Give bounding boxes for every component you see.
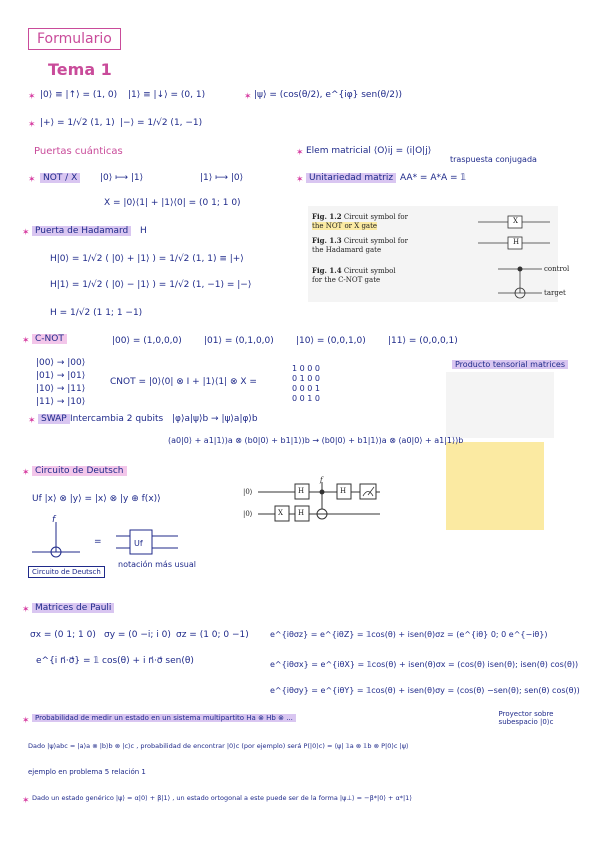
fig14-caption-2: for the C-NOT gate (312, 276, 381, 284)
bullet-icon: ✶ (22, 336, 30, 346)
not-map-1: |0⟩ ⟼ |1⟩ (100, 173, 144, 183)
bullet-icon: ✶ (28, 92, 36, 102)
bullet-icon: ✶ (28, 120, 36, 130)
def-one: |1⟩ ≡ |↓⟩ = (0, 1) (128, 90, 206, 100)
fig12-caption-2: the NOT or X gate (312, 222, 378, 230)
unitarity-eq: AA* = A*A = 𝟙 (400, 173, 467, 183)
prob-ejemplo: ejemplo en problema 5 relación 1 (28, 768, 146, 776)
bullet-icon: ✶ (296, 148, 304, 158)
deutsch-f-label: f (320, 476, 323, 484)
pauli-label: Matrices de Pauli (32, 603, 114, 613)
fig13-caption-2: the Hadamard gate (312, 246, 382, 254)
prob-note: Proyector sobre subespacio |0⟩c (498, 710, 554, 726)
swap-label: SWAP (38, 414, 70, 424)
gate-h-letter: H (513, 238, 520, 246)
hadamard-matrix: H = 1/√2 (1 1; 1 −1) (50, 308, 143, 318)
deutsch-input-0: |0⟩ (243, 488, 253, 496)
page-title: Formulario (28, 28, 121, 50)
hadamard-label: Puerta de Hadamard (32, 226, 131, 236)
cnot-matrix: 1 0 0 0 0 1 0 0 0 0 0 1 0 0 1 0 (292, 364, 320, 403)
pauli-exp-x: e^{iθσx} = e^{iθX} = 𝟙cos(θ) + isen(θ)σx = (cos(θ) isen(θ); isen(θ) cos(θ)) (270, 660, 579, 669)
def-zero: |0⟩ ≡ |↑⟩ = (1, 0) (40, 90, 118, 100)
pauli-exp-z: e^{iθσz} = e^{iθZ} = 𝟙cos(θ) + isen(θ)σz = (e^{iθ} 0; 0 e^{−iθ}) (270, 630, 548, 639)
hadamard-h1: H|1⟩ = 1/√2 ( |0⟩ − |1⟩ ) = 1/√2 (1, −1) = |−⟩ (50, 280, 252, 290)
not-map-2: |1⟩ ⟼ |0⟩ (200, 173, 244, 183)
deutsch-gate-h1: H (298, 487, 305, 495)
puertas-heading: Puertas cuánticas (34, 146, 123, 157)
hadamard-symbol: H (140, 226, 147, 236)
pauli-sz: σz = (1 0; 0 −1) (176, 630, 249, 640)
elem-matricial: Elem matricial ⟨O⟩ij = ⟨i|O|j⟩ (306, 146, 432, 156)
swap-eq-1: |φ⟩a|ψ⟩b → |ψ⟩a|φ⟩b (172, 414, 258, 424)
deutsch-gate-h3: H (298, 509, 305, 517)
tensor-vector-image (446, 442, 544, 530)
cnot-map-2: |01⟩ → |01⟩ (36, 371, 86, 381)
deutsch-caption: Circuito de Deutsch (28, 566, 105, 578)
unitarity-label: Unitariedad matriz (306, 173, 396, 183)
pauli-exp-y: e^{iθσy} = e^{iθY} = 𝟙cos(θ) + isen(θ)σy = (cos(θ) −sen(θ); sen(θ) cos(θ)) (270, 686, 580, 695)
bullet-icon: ✶ (22, 796, 30, 806)
prob-label: Probabilidad de medir un estado en un sistema multipartito Ha ⊗ Hb ⊗ ... (32, 714, 296, 722)
def-plus: |+⟩ = 1/√2 (1, 1) (40, 118, 115, 128)
deutsch-notation: notación más usual (118, 560, 196, 569)
bullet-icon: ✶ (22, 468, 30, 478)
uf-f-label: f (52, 515, 56, 525)
cnot-basis-10: |10⟩ = (0,0,1,0) (296, 336, 366, 346)
x-definition: X = |0⟩⟨1| + |1⟩⟨0| = (0 1; 1 0) (104, 198, 241, 208)
deutsch-eq: Uf |x⟩ ⊗ |y⟩ = |x⟩ ⊗ |y ⊕ f(x)⟩ (32, 494, 161, 504)
prob-generico: Dado un estado genérico |ψ⟩ = α|0⟩ + β|1⟩ , un estado ortogonal a este puede ser de la forma |ψ⊥⟩ = −β*|0⟩ + α*|1⟩ (32, 794, 412, 802)
tensor-matrix-image (446, 372, 554, 438)
fig14-caption: Fig. 1.4 Circuit symbol (312, 266, 396, 275)
cnot-map-4: |11⟩ → |10⟩ (36, 397, 86, 407)
not-label: NOT / X (40, 173, 80, 183)
gate-x-letter: X (513, 217, 518, 225)
swap-text: Intercambia 2 qubits (70, 414, 164, 424)
def-psi: |ψ⟩ = (cos(θ/2), e^{iφ} sen(θ/2)) (254, 90, 402, 100)
deutsch-gate-x: X (278, 509, 283, 517)
cnot-basis-11: |11⟩ = (0,0,0,1) (388, 336, 458, 346)
deutsch-gate-h2: H (340, 487, 347, 495)
bullet-icon: ✶ (28, 175, 36, 185)
bullet-icon: ✶ (296, 175, 304, 185)
deutsch-input-1: |0⟩ (243, 510, 253, 518)
cnot-basis-00: |00⟩ = (1,0,0,0) (112, 336, 182, 346)
pauli-exp-n: e^{i n⃗·σ⃗} = 𝟙 cos(θ) + i n⃗·σ⃗ sen(θ) (36, 656, 194, 666)
fig13-caption: Fig. 1.3 Circuit symbol for (312, 236, 408, 245)
bullet-icon: ✶ (244, 92, 252, 102)
hadamard-h0: H|0⟩ = 1/√2 ( |0⟩ + |1⟩ ) = 1/√2 (1, 1) ≡ |+⟩ (50, 254, 244, 264)
deutsch-circuit (240, 474, 390, 526)
tensor-label: Producto tensorial matrices (452, 360, 568, 369)
pauli-sy: σy = (0 −i; i 0) (104, 630, 171, 640)
bullet-icon: ✶ (22, 716, 30, 726)
cnot-definition: CNOT = |0⟩⟨0| ⊗ I + |1⟩⟨1| ⊗ X = (110, 377, 257, 387)
prob-dado: Dado |ψ⟩abc = |a⟩a ⊗ |b⟩b ⊗ |c⟩c , probabilidad de encontrar |0⟩c (por ejemplo) será P(|0⟩c) = ⟨ψ| 𝟙a ⊗ 𝟙b ⊗ P|0⟩c |ψ⟩ (28, 742, 409, 750)
section-tema: Tema 1 (48, 60, 112, 79)
fig12-caption: Fig. 1.2 Circuit symbol for (312, 212, 408, 221)
deutsch-label: Circuito de Deutsch (32, 466, 127, 476)
cnot-map-3: |10⟩ → |11⟩ (36, 384, 86, 394)
cnot-basis-01: |01⟩ = (0,1,0,0) (204, 336, 274, 346)
pauli-sx: σx = (0 1; 1 0) (30, 630, 96, 640)
cnot-label: C-NOT (32, 334, 67, 344)
bullet-icon: ✶ (28, 416, 36, 426)
swap-eq-2: (a0|0⟩ + a1|1⟩)a ⊗ (b0|0⟩ + b1|1⟩)b → (b0|0⟩ + b1|1⟩)a ⊗ (a0|0⟩ + a1|1⟩)b (168, 436, 464, 445)
bullet-icon: ✶ (22, 605, 30, 615)
control-label: control (544, 265, 570, 273)
cnot-map-1: |00⟩ → |00⟩ (36, 358, 86, 368)
uf-equals: = (94, 537, 102, 547)
bullet-icon: ✶ (22, 228, 30, 238)
target-label: target (544, 289, 566, 297)
uf-box-label: Uf (134, 539, 143, 548)
def-minus: |−⟩ = 1/√2 (1, −1) (120, 118, 203, 128)
transpose-note: traspuesta conjugada (450, 155, 537, 164)
